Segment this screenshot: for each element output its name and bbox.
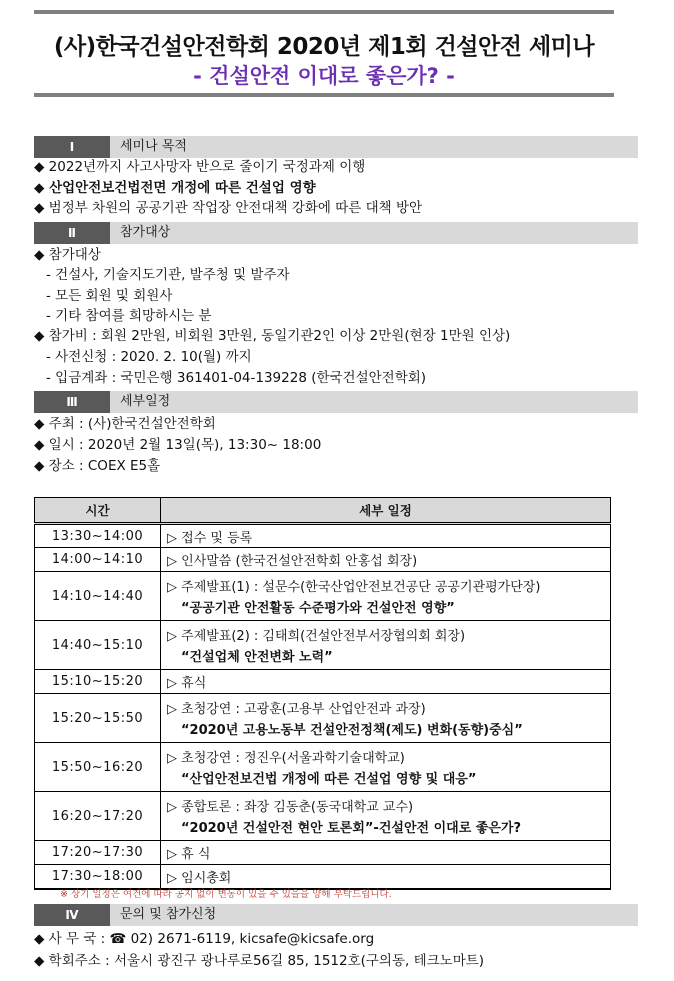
- row-main: ▷ 임시총회: [167, 870, 232, 886]
- pre-registration: - 사전신청 : 2020. 2. 10(월) 까지: [46, 349, 252, 365]
- row-time: 14:40~15:10: [35, 621, 161, 670]
- section-label: 세미나 목적: [120, 139, 187, 154]
- row-main: ▷ 인사말씀 (한국건설안전학회 안홍섭 회장): [167, 554, 418, 569]
- row-main: ▷ 휴 식: [167, 847, 211, 862]
- purpose-item: ◆ 산업안전보건법전면 개정에 따른 건설업 영향: [34, 180, 316, 196]
- host-text: ◆ 주최 : (사)한국건설안전학회: [34, 416, 216, 432]
- section-header-contact: [34, 904, 638, 926]
- row-topic: “공공기관 안전활동 수준평가와 건설안전 영향”: [181, 601, 455, 616]
- row-main: ▷ 초청강연 : 고광훈(고용부 산업안전과 과장): [167, 702, 426, 717]
- row-time: 17:30~18:00: [35, 865, 161, 889]
- row-main: ▷ 초청강연 : 정진우(서울과학기술대학교): [167, 751, 405, 766]
- section-number: Ⅲ: [34, 391, 110, 413]
- table-row: [35, 841, 611, 865]
- fee-text: ◆ 참가비 : 회원 2만원, 비회원 3만원, 동일기관2인 이상 2만원(현장 1만원 인상): [34, 328, 511, 344]
- date-text: ◆ 일시 : 2020년 2월 13일(목), 13:30~ 18:00: [34, 437, 322, 453]
- row-topic: “건설업체 안전변화 노력”: [181, 650, 333, 665]
- page-title: (사)한국건설안전학회 2020년 제1회 건설안전 세미나: [53, 34, 595, 60]
- row-detail: [161, 621, 611, 670]
- participant-item: - 기타 참여를 희망하시는 분: [46, 308, 212, 324]
- section-label: 문의 및 참가신청: [120, 907, 217, 922]
- row-main: ▷ 주제발표(1) : 설문수(한국산업안전보건공단 공공기관평가단장): [167, 580, 541, 595]
- table-row: [35, 572, 611, 621]
- row-detail: [161, 694, 611, 743]
- participants-head: ◆ 참가대상: [34, 247, 101, 263]
- table-row: [35, 865, 611, 889]
- table-row: [35, 792, 611, 841]
- row-time: 17:20~17:30: [35, 841, 161, 865]
- section-number: Ⅱ: [34, 222, 110, 244]
- row-time: 15:50~16:20: [35, 743, 161, 792]
- row-detail: [161, 865, 611, 889]
- participant-item: - 모든 회원 및 회원사: [46, 288, 173, 304]
- col-time-header: 시간: [35, 498, 161, 524]
- table-row: [35, 621, 611, 670]
- row-main: ▷ 접수 및 등록: [167, 530, 253, 546]
- table-row: [35, 694, 611, 743]
- participant-item: - 건설사, 기술지도기관, 발주청 및 발주자: [46, 267, 290, 283]
- row-time: 15:20~15:50: [35, 694, 161, 743]
- section-label: 참가대상: [120, 225, 171, 240]
- row-topic: “2020년 건설안전 현안 토론회”-건설안전 이대로 좋은가?: [181, 821, 521, 836]
- purpose-item: ◆ 범정부 차원의 공공기관 작업장 안전대책 강화에 따른 대책 방안: [34, 200, 423, 216]
- contact-address: ◆ 학회주소 : 서울시 광진구 광나루로56길 85, 1512호(구의동, 테크노마트): [34, 953, 485, 969]
- section-header-schedule: [34, 391, 638, 413]
- purpose-item: ◆ 2022년까지 사고사망자 반으로 줄이기 국정과제 이행: [34, 159, 366, 175]
- row-topic: “산업안전보건법 개정에 따른 건설업 영향 및 대응”: [181, 772, 477, 787]
- row-main: ▷ 종합토론 : 좌장 김동춘(동국대학교 교수): [167, 800, 414, 815]
- section-header-purpose: [34, 136, 638, 158]
- col-detail-header: 세부 일정: [161, 498, 611, 524]
- table-row: [35, 548, 611, 572]
- top-rule: [34, 10, 614, 14]
- row-detail: [161, 524, 611, 548]
- row-time: 14:10~14:40: [35, 572, 161, 621]
- row-time: 14:00~14:10: [35, 548, 161, 572]
- row-main: ▷ 휴식: [167, 676, 207, 691]
- row-time: 13:30~14:00: [35, 524, 161, 548]
- venue-text: ◆ 장소 : COEX E5홀: [34, 458, 161, 474]
- row-detail: [161, 792, 611, 841]
- row-time: 15:10~15:20: [35, 670, 161, 694]
- section-header-participants: [34, 222, 638, 244]
- page-subtitle: - 건설안전 이대로 좋은가? -: [193, 64, 455, 88]
- contact-office: ◆ 사 무 국 : ☎ 02) 2671-6119, kicsafe@kicsafe.org: [34, 931, 375, 947]
- table-row: [35, 743, 611, 792]
- table-row: [35, 524, 611, 548]
- row-detail: [161, 841, 611, 865]
- row-detail: [161, 572, 611, 621]
- row-detail: [161, 670, 611, 694]
- schedule-note: ※ 상기 일정은 여건에 따라 공지 없이 변동이 있을 수 있을을 양해 부탁드립니다.: [60, 889, 392, 900]
- row-main: ▷ 주제발표(2) : 김태희(건설안전부서장협의회 회장): [167, 629, 466, 644]
- row-detail: [161, 548, 611, 572]
- bank-account: - 입금계좌 : 국민은행 361401-04-139228 (한국건설안전학회): [46, 370, 427, 386]
- row-time: 16:20~17:20: [35, 792, 161, 841]
- section-number: Ⅳ: [34, 904, 110, 926]
- table-row: [35, 670, 611, 694]
- section-label: 세부일정: [120, 394, 171, 409]
- section-number: Ⅰ: [34, 136, 110, 158]
- schedule-table: [34, 497, 611, 890]
- row-topic: “2020년 고용노동부 건설안전정책(제도) 변화(동향)중심”: [181, 723, 523, 738]
- bottom-rule: [34, 93, 614, 97]
- row-detail: [161, 743, 611, 792]
